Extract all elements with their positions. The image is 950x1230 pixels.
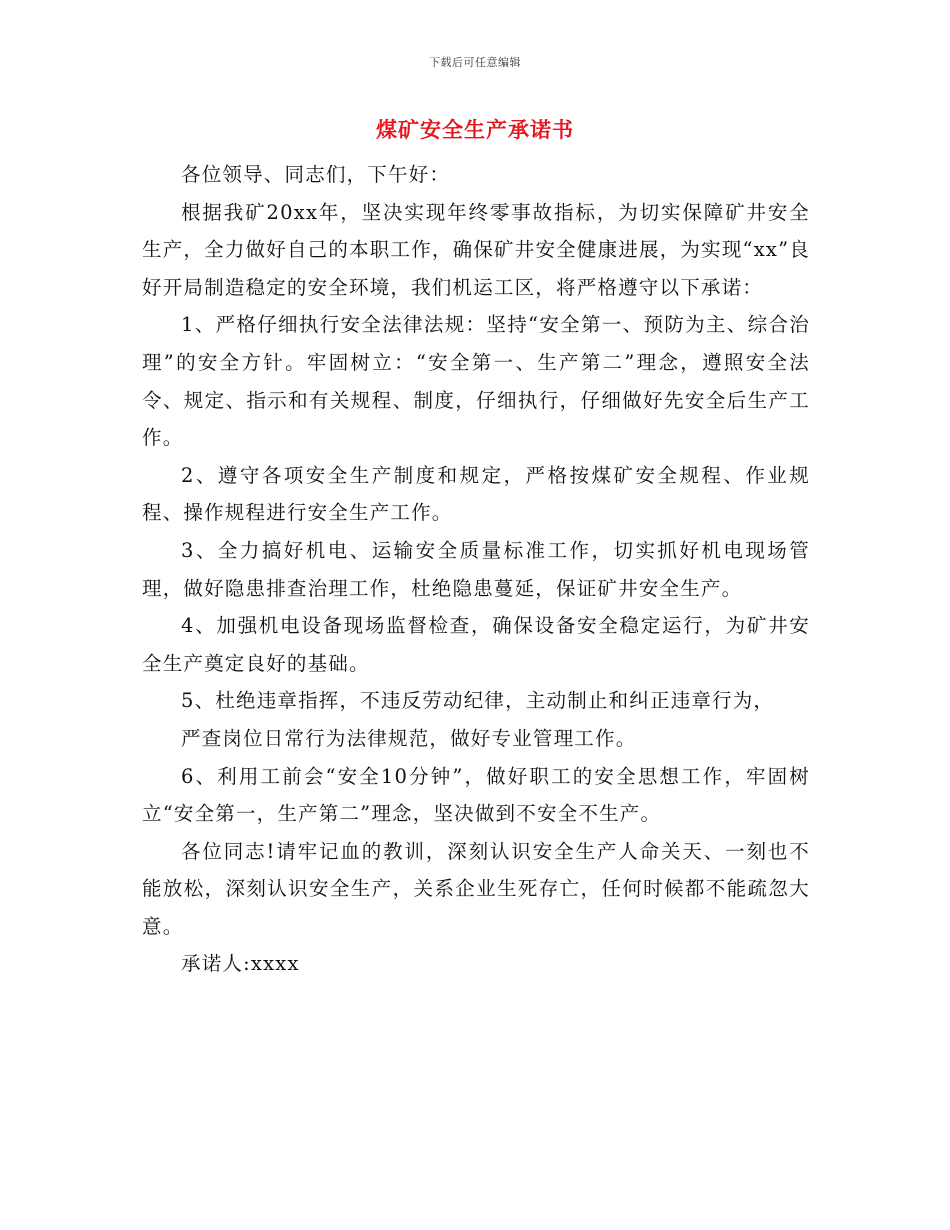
closing-paragraph: 各位同志!请牢记血的教训，深刻认识安全生产人命关天、一刻也不能放松，深刻认识安全生产，关系企业生死存亡，任何时候都不能疏忽大意。 bbox=[142, 839, 810, 938]
document-title: 煤矿安全生产承诺书 bbox=[376, 117, 574, 142]
intro-paragraph: 根据我矿20xx年，坚决实现年终零事故指标，为切实保障矿井安全生产，全力做好自己的本职工作，确保矿井安全健康进展，为实现“xx”良好开局制造稳定的安全环境，我们机运工区，将严格遵守以下承诺： bbox=[142, 200, 810, 299]
commitment-item-5-line-1: 5、杜绝违章指挥，不违反劳动纪律，主动制止和纠正违章行为， bbox=[181, 689, 775, 713]
commitment-item-4: 4、加强机电设备现场监督检查，确保设备安全稳定运行，为矿井安全生产奠定良好的基础。 bbox=[142, 614, 810, 675]
commitment-item-6: 6、利用工前会“安全10分钟”，做好职工的安全思想工作，牢固树立“安全第一，生产第二”理念，坚决做到不安全不生产。 bbox=[142, 764, 810, 826]
commitment-item-2: 2、遵守各项安全生产制度和规定，严格按煤矿安全规程、作业规程、操作规程进行安全生产工作。 bbox=[142, 463, 810, 525]
signature-line: 承诺人:xxxx bbox=[181, 952, 300, 976]
document-body bbox=[142, 156, 810, 983]
commitment-item-3: 3、全力搞好机电、运输安全质量标准工作，切实抓好机电现场管理，做好隐患排查治理工作，杜绝隐患蔓延，保证矿井安全生产。 bbox=[142, 538, 810, 600]
greeting-paragraph: 各位领导、同志们，下午好： bbox=[181, 163, 451, 186]
commitment-item-5-line-2: 严查岗位日常行为法律规范，做好专业管理工作。 bbox=[181, 726, 637, 750]
header-note: 下载后可任意编辑 bbox=[429, 56, 521, 69]
commitment-item-1: 1、严格仔细执行安全法律法规：坚持“安全第一、预防为主、综合治理”的安全方针。牢固树立：“安全第一、生产第二”理念，遵照安全法令、规定、指示和有关规程、制度，仔细执行，仔细做好先安全后生产工作。 bbox=[142, 313, 810, 450]
